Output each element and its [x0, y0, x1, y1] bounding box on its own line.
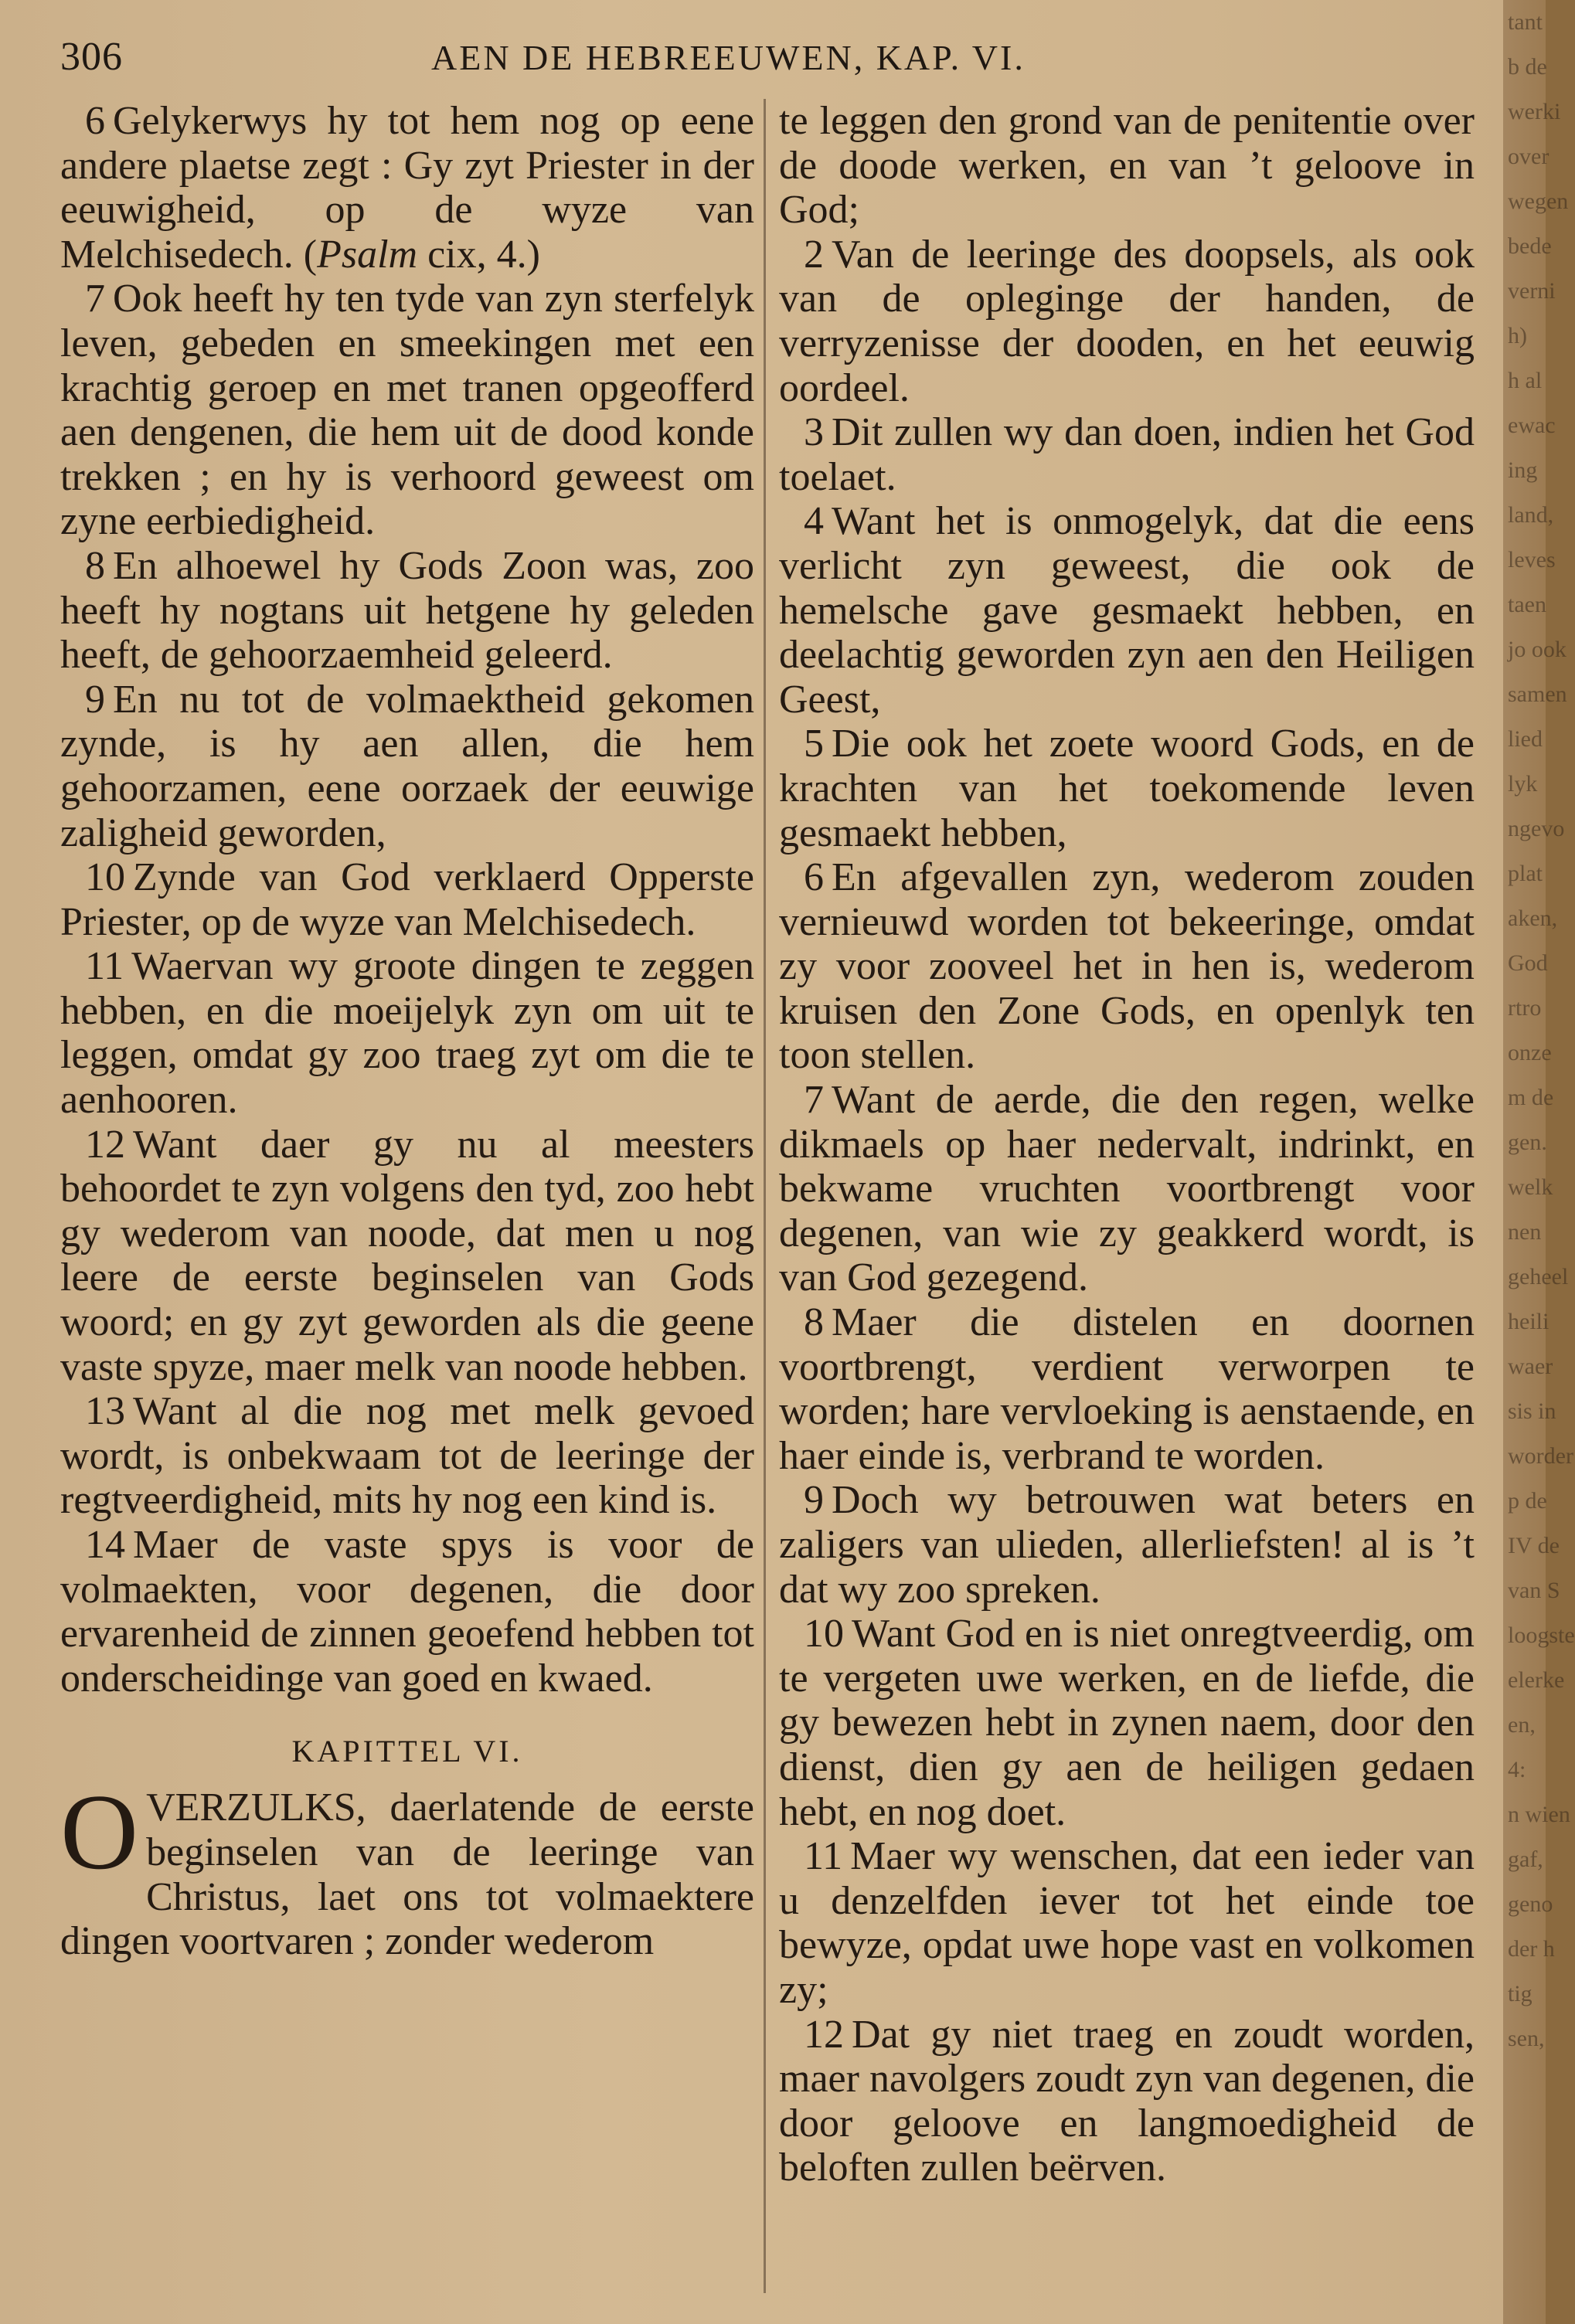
verse-text: Die ook het zoete woord Gods, en de krachten van het toekomende leven gesmaekt hebben,: [779, 722, 1475, 855]
facing-page-fragment: werki: [1508, 99, 1561, 124]
facing-page-fragment: onze: [1508, 1040, 1552, 1065]
chapter-opening-text: VERZULKS, daerlatende de eerste beginselen van de leeringe van Christus, laet ons tot volmaektere dingen voortvaren ; zonder wederom: [60, 1785, 754, 1964]
verse: [779, 410, 1475, 499]
facing-page-fragment: h al: [1508, 368, 1543, 393]
facing-page-fragment: tig: [1508, 1981, 1532, 2006]
right-column: [779, 99, 1475, 2190]
facing-page-fragment: b de: [1508, 54, 1547, 80]
verse-text: Want daer gy nu al meesters behoordet te zyn volgens den tyd, zoo hebt gy wederom van noode, dat men u nog leere de eerste beginselen van Gods woord; en gy zyt geworden als die geene vaste spyze, maer melk van noode hebben.: [60, 1122, 754, 1389]
facing-page-fragment: taen: [1508, 592, 1546, 617]
facing-page-fragment: samen: [1508, 681, 1567, 707]
facing-page-edge: [1503, 0, 1575, 2324]
chapter-opening: [60, 1772, 754, 1964]
facing-page-fragment: ewac: [1508, 413, 1556, 438]
facing-page-fragment: n wien: [1508, 1802, 1570, 1827]
verse-number: 11: [804, 1834, 843, 1879]
verse-number: 13: [85, 1389, 125, 1434]
verse-text: En afgevallen zyn, wederom zouden vernieuwd worden tot bekeeringe, omdat zy voor zooveel het in hen is, wederom kruisen den Zone Gods, en openlyk ten toon stellen.: [779, 855, 1475, 1078]
facing-page-fragment: plat: [1508, 861, 1543, 886]
verse-number: 12: [804, 2012, 844, 2057]
facing-page-fragment: gen.: [1508, 1130, 1547, 1155]
facing-page-fragment: God: [1508, 950, 1548, 976]
facing-page-fragment: aken,: [1508, 905, 1558, 931]
verse-text: Dit zullen wy dan doen, indien het God toelaet.: [779, 410, 1475, 499]
facing-page-fragment: IV de: [1508, 1533, 1560, 1558]
verse: [60, 1123, 754, 1390]
verse-text: En alhoewel hy Gods Zoon was, zoo heeft hy nogtans uit hetgene hy geleden heeft, de gehoorzaemheid geleerd.: [60, 543, 754, 678]
verse-number: 4: [804, 499, 824, 544]
facing-page-fragment: leves: [1508, 547, 1556, 573]
verse-number: 10: [804, 1612, 844, 1656]
facing-page-fragment: verni: [1508, 278, 1556, 304]
facing-page-fragment: elerke: [1508, 1667, 1565, 1693]
verse-number: 7: [804, 1078, 824, 1123]
verse-text: En nu tot de volmaektheid gekomen zynde, is hy aen allen, die hem gehoorzamen, eene oorzaek der eeuwige zaligheid geworden,: [60, 677, 754, 855]
verse: [779, 1612, 1475, 1834]
verse-number: 12: [85, 1122, 125, 1167]
verse: [60, 944, 754, 1122]
facing-page-fragment: nen: [1508, 1219, 1542, 1245]
verse-text-tail: cix, 4.): [427, 232, 540, 277]
facing-page-fragment: jo ook: [1508, 637, 1566, 662]
verse-number: 8: [85, 543, 105, 588]
verse: [60, 99, 754, 277]
facing-page-fragment: 4:: [1508, 1757, 1526, 1782]
verse-number: 2: [804, 232, 824, 277]
facing-page-fragment: over: [1508, 144, 1549, 169]
verse-text: Want het is onmogelyk, dat die eens verlicht zyn geweest, die ook de hemelsche gave gesmaekt hebben, en deelachtig geworden zyn aen den Heiligen Geest,: [779, 499, 1475, 722]
facing-page-fragment: heili: [1508, 1309, 1549, 1334]
facing-page-fragment: der h: [1508, 1936, 1555, 1962]
verse-text: Want God en is niet onregtveerdig, om te vergeten uwe werken, en de liefde, die gy bewezen hebt in zynen naem, door den dienst, dien gy aen de heiligen gedaen hebt, en nog doet.: [779, 1612, 1475, 1834]
verse-number: 9: [804, 1478, 824, 1523]
verse-number: 5: [804, 722, 824, 766]
facing-page-fragment: land,: [1508, 502, 1554, 528]
facing-page-fragment: van S: [1508, 1578, 1560, 1603]
chapter-heading: KAPITTEL VI.: [291, 1734, 523, 1769]
page-header: [60, 34, 1467, 88]
verse-text: Waervan wy groote dingen te zeggen hebben, en die moeijelyk zyn om uit te leggen, omdat gy zoo traeg zyt om die te aenhooren.: [60, 944, 754, 1123]
verse-number: 14: [85, 1523, 125, 1567]
scripture-reference: Psalm: [317, 232, 418, 277]
verse-number: 6: [804, 855, 824, 900]
facing-page-fragment: waer: [1508, 1354, 1553, 1379]
verse-text: Maer wy wenschen, dat een ieder van u denzelfden iever tot het einde toe bewyze, opdat uwe hope vast en volkomen zy;: [779, 1834, 1475, 2012]
verse-text: Want de aerde, die den regen, welke dikmaels op haer nedervalt, indrinkt, en bekwame vruchten voortbrengt voor degenen, van wie zy geakkerd wordt, is van God gezegend.: [779, 1078, 1475, 1300]
verse: [60, 544, 754, 678]
facing-page-fragment: en,: [1508, 1712, 1536, 1738]
verse-text: Zynde van God verklaerd Opperste Priester, op de wyze van Melchisedech.: [60, 855, 754, 944]
verse-number: 10: [85, 855, 125, 900]
verse: [779, 722, 1475, 855]
facing-page-fragment: worder: [1508, 1443, 1573, 1469]
verse: [60, 277, 754, 544]
verse: [779, 233, 1475, 410]
facing-page-fragment: geno: [1508, 1891, 1553, 1917]
facing-page-fragment: ngevo: [1508, 816, 1565, 841]
drop-cap: O: [60, 1772, 139, 1893]
facing-page-fragment: m de: [1508, 1085, 1554, 1110]
verse: [779, 2013, 1475, 2190]
verse-number: 7: [85, 277, 105, 321]
facing-page-fragment: welk: [1508, 1174, 1553, 1200]
verse-text: Gelykerwys hy tot hem nog op eene andere plaetse zegt : Gy zyt Priester in der eeuwigheid, op de wyze van Melchisedech. (: [60, 99, 754, 277]
facing-page-fragment: h): [1508, 323, 1527, 348]
facing-page-fragment: rtro: [1508, 995, 1542, 1021]
verse-text: Want al die nog met melk gevoed wordt, is onbekwaam tot de leeringe der regtveerdigheid, mits hy nog een kind is.: [60, 1389, 754, 1523]
verse: [60, 855, 754, 944]
verse-text: Maer die distelen en doornen voortbrengt, verdient verworpen te worden; hare vervloeking is aenstaende, en haer einde is, verbrand te worden.: [779, 1300, 1475, 1478]
facing-page-fragment: p de: [1508, 1488, 1547, 1514]
verse-number: 3: [804, 410, 824, 455]
facing-page-fragment: gaf,: [1508, 1847, 1543, 1872]
verse: [779, 1300, 1475, 1478]
verse-continuation: te leggen den grond van de penitentie over de doode werken, en van ’t geloove in God;: [779, 99, 1475, 233]
verse: [60, 1523, 754, 1701]
verse-text: Van de leeringe des doopsels, als ook van de opleginge der handen, de verryzenisse der dooden, en het eeuwig oordeel.: [779, 232, 1475, 410]
verse-number: 6: [85, 99, 105, 143]
left-column: [60, 99, 754, 1964]
facing-page-fragment: bede: [1508, 233, 1552, 259]
verse-text: Maer de vaste spys is voor de volmaekten, voor degenen, die door ervarenheid de zinnen geoefend hebben tot onderscheidinge van goed en kwaed.: [60, 1523, 754, 1701]
facing-page-fragment: wegen: [1508, 189, 1569, 214]
facing-page-fragment: ing: [1508, 457, 1538, 483]
verse-number: 11: [85, 944, 124, 989]
verse: [779, 1834, 1475, 2012]
verse: [60, 678, 754, 855]
page-number: 306: [60, 35, 123, 79]
facing-page-fragment: sis in: [1508, 1398, 1556, 1424]
column-divider: [764, 99, 766, 2293]
verse: [779, 855, 1475, 1078]
facing-page-fragment: sen,: [1508, 2026, 1545, 2051]
verse: [779, 499, 1475, 722]
running-title: AEN DE HEBREEUWEN, KAP. VI.: [431, 38, 1026, 77]
verse-number: 9: [85, 677, 105, 722]
facing-page-fragment: geheel: [1508, 1264, 1569, 1289]
verse: [779, 1478, 1475, 1612]
verse: [60, 1389, 754, 1523]
verse: [779, 1078, 1475, 1300]
facing-page-fragment: tant: [1508, 9, 1543, 35]
verse-number: 8: [804, 1300, 824, 1345]
verse-text: Doch wy betrouwen wat beters en zaligers van ulieden, allerliefsten! al is ’t dat wy zoo spreken.: [779, 1478, 1475, 1612]
verse-text: Ook heeft hy ten tyde van zyn sterfelyk leven, gebeden en smeekingen met een krachtig geroep en met tranen opgeofferd aen dengenen, die hem uit de dood konde trekken ; en hy is verhoord geweest om zyne eerbiedigheid.: [60, 277, 754, 544]
facing-page-fragment: lyk: [1508, 771, 1538, 797]
facing-page-fragment: loogste: [1508, 1622, 1575, 1648]
facing-page-fragment: lied: [1508, 726, 1543, 752]
verse-text: Dat gy niet traeg en zoudt worden, maer navolgers zoudt zyn van degenen, die door geloove en langmoedigheid de beloften zullen beërven.: [779, 2012, 1475, 2190]
